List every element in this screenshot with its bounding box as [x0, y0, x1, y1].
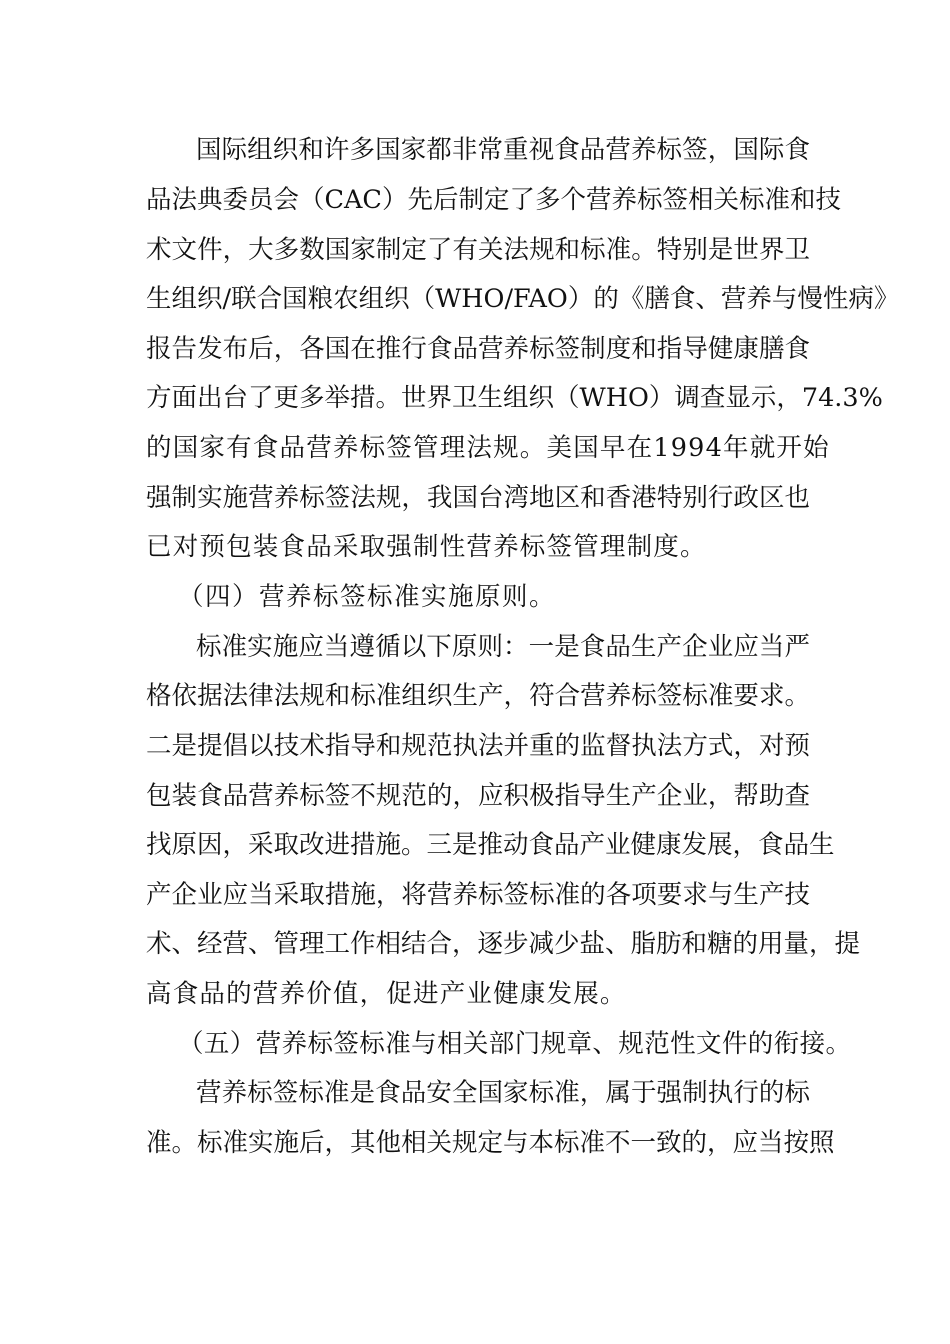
paragraph-line: 方面出台了更多举措。世界卫生组织（WHO）调查显示，74.3%: [146, 383, 883, 413]
paragraph-line: 报告发布后，各国在推行食品营养标签制度和指导健康膳食: [146, 334, 810, 364]
section-heading: （五）营养标签标准与相关部门规章、规范性文件的衔接。: [178, 1029, 852, 1059]
paragraph-line: 强制实施营养标签法规，我国台湾地区和香港特别行政区也: [146, 483, 810, 513]
paragraph-line: 术文件，大多数国家制定了有关法规和标准。特别是世界卫: [146, 235, 810, 265]
paragraph-line: 准。标准实施后，其他相关规定与本标准不一致的，应当按照: [146, 1128, 835, 1158]
paragraph-line: 营养标签标准是食品安全国家标准，属于强制执行的标: [196, 1078, 810, 1108]
paragraph-line: 国际组织和许多国家都非常重视食品营养标签，国际食: [196, 135, 810, 165]
paragraph-line: 产企业应当采取措施，将营养标签标准的各项要求与生产技: [146, 880, 810, 910]
paragraph-line: 二是提倡以技术指导和规范执法并重的监督执法方式，对预: [146, 731, 810, 761]
paragraph-line: 术、经营、管理工作相结合，逐步减少盐、脂肪和糖的用量，提: [146, 929, 861, 959]
paragraph-line: 标准实施应当遵循以下原则：一是食品生产企业应当严: [196, 632, 810, 662]
paragraph-line: 品法典委员会（CAC）先后制定了多个营养标签相关标准和技: [146, 185, 841, 215]
paragraph-line: 找原因，采取改进措施。三是推动食品产业健康发展，食品生: [146, 830, 835, 860]
section-heading: （四）营养标签标准实施原则。: [178, 582, 557, 612]
paragraph-line: 格依据法律法规和标准组织生产，符合营养标签标准要求。: [146, 681, 810, 711]
paragraph-line: 的国家有食品营养标签管理法规。美国早在1994年就开始: [146, 433, 830, 463]
paragraph-line: 生组织/联合国粮农组织（WHO/FAO）的《膳食、营养与慢性病》: [146, 284, 900, 314]
paragraph-line: 高食品的营养价值，促进产业健康发展。: [146, 979, 627, 1009]
paragraph-line: 包装食品营养标签不规范的，应积极指导生产企业，帮助查: [146, 781, 810, 811]
paragraph-line: 已对预包装食品采取强制性营养标签管理制度。: [146, 532, 707, 562]
